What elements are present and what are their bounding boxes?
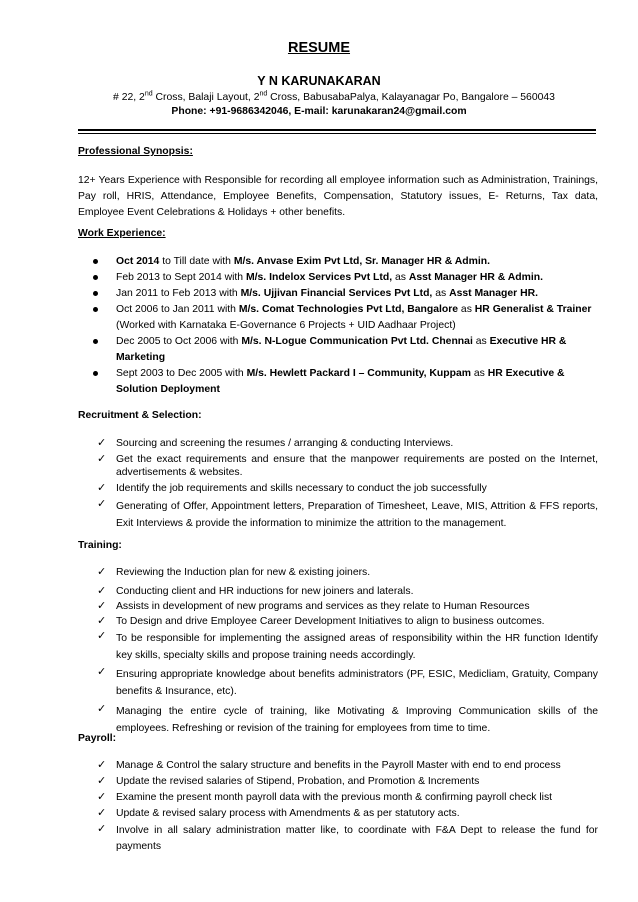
bullet-icon	[93, 371, 98, 376]
check-icon: ✓	[97, 791, 107, 803]
list-item	[78, 791, 598, 804]
check-icon: ✓	[97, 453, 107, 465]
work-text: as	[458, 304, 475, 315]
work-item	[78, 270, 598, 286]
work-company: M/s. Hewlett Packard I – Community, Kuppam	[246, 368, 471, 379]
check-icon: ✓	[97, 759, 107, 771]
work-text: as	[472, 336, 490, 347]
work-heading: Work Experience:	[78, 228, 166, 239]
list-item	[78, 585, 598, 598]
check-icon: ✓	[97, 482, 107, 494]
list-item	[78, 759, 598, 772]
payroll-list	[78, 759, 598, 855]
work-item	[78, 366, 598, 398]
work-item	[78, 286, 598, 302]
bullet-icon	[93, 259, 98, 264]
header-divider-thin	[78, 133, 596, 134]
work-list	[78, 254, 598, 398]
work-text: Dec 2005 to Oct 2006 with	[116, 336, 242, 347]
address-line	[0, 91, 638, 105]
list-item-text: Managing the entire cycle of training, like Motivating & Improving Communication skills of the employees. Refreshing or revision of the training for employees from time to time.	[116, 706, 598, 734]
work-role: Asst Manager HR & Admin.	[408, 272, 543, 283]
bullet-icon	[93, 339, 98, 344]
check-icon: ✓	[97, 498, 107, 510]
work-note: (Worked with Karnataka E-Governance 6 Projects + UID Aadhaar Project)	[116, 320, 456, 331]
recruitment-heading: Recruitment & Selection:	[78, 410, 202, 421]
check-icon: ✓	[97, 585, 107, 597]
work-text: as	[470, 368, 488, 379]
recruitment-section	[78, 409, 598, 532]
work-company: M/s. Indelox Services Pvt Ltd,	[245, 272, 393, 283]
work-company: M/s. Comat Technologies Pvt Ltd, Bangalore	[238, 304, 459, 315]
list-item-text: Update the revised salaries of Stipend, Probation, and Promotion & Increments	[116, 776, 480, 787]
work-date: Oct 2014	[116, 256, 160, 267]
list-item-text: Involve in all salary administration matter like, to coordinate with F&A Dept to release the fund for payments	[116, 825, 598, 852]
check-icon: ✓	[97, 630, 107, 642]
work-text: Feb 2013 to Sept 2014 with	[116, 272, 246, 283]
bullet-icon	[93, 307, 98, 312]
list-item-text: Identify the job requirements and skills necessary to conduct the job successfully	[116, 483, 487, 494]
check-icon: ✓	[97, 566, 107, 578]
check-icon: ✓	[97, 437, 107, 449]
address-sup: nd	[259, 90, 268, 98]
address-part: # 22, 2	[113, 92, 145, 103]
check-icon: ✓	[97, 600, 107, 612]
work-item	[78, 254, 598, 270]
list-item-text: Ensuring appropriate knowledge about benefits administrators (PF, ESIC, Medicliam, Gratuity, Company benefits & Insurance, etc).	[116, 669, 598, 697]
work-item	[78, 334, 598, 366]
check-icon: ✓	[97, 615, 107, 627]
list-item	[78, 437, 598, 450]
work-company: M/s. N-Logue Communication Pvt Ltd. Chennai	[241, 336, 473, 347]
recruitment-list	[78, 437, 598, 532]
candidate-name: Y N KARUNAKARAN	[257, 74, 381, 88]
work-section	[78, 227, 598, 398]
check-icon: ✓	[97, 807, 107, 819]
address-sup: nd	[144, 90, 153, 98]
list-item-text: Examine the present month payroll data with the previous month & confirming payroll check list	[116, 792, 553, 803]
list-item	[78, 615, 598, 628]
bullet-icon	[93, 291, 98, 296]
work-item	[78, 302, 598, 334]
work-text: as	[432, 288, 450, 299]
list-item	[78, 566, 598, 579]
contact-line: Phone: +91-9686342046, E-mail: karunakaran24@gmail.com	[171, 106, 467, 117]
list-item-text: Reviewing the Induction plan for new & existing joiners.	[116, 567, 371, 578]
list-item-text: Manage & Control the salary structure and benefits in the Payroll Master with end to end process	[116, 760, 561, 771]
work-role: HR Generalist & Trainer	[474, 304, 592, 315]
work-role: Asst Manager HR.	[449, 288, 538, 299]
synopsis-section	[78, 145, 598, 221]
list-item-text: To be responsible for implementing the assigned areas of responsibility within the HR function Identify key skills, specialty skills and propose training needs accordingly.	[116, 633, 598, 661]
check-icon: ✓	[97, 823, 107, 835]
list-item	[78, 775, 598, 788]
work-role: HR Executive & Solution Deployment	[116, 368, 565, 395]
work-company: M/s. Anvase Exim Pvt Ltd, Sr. Manager HR & Admin.	[233, 256, 490, 267]
list-item	[78, 453, 598, 479]
payroll-heading: Payroll:	[78, 733, 117, 744]
document-title: RESUME	[287, 40, 351, 56]
work-text: Sept 2003 to Dec 2005 with	[116, 368, 247, 379]
address-part: Cross, BabusabaPalya, Kalayanagar Po, Bangalore – 560043	[267, 92, 555, 103]
list-item-text: Assists in development of new programs and services as they relate to Human Resources	[116, 601, 530, 612]
list-item	[78, 630, 598, 664]
list-item-text: Generating of Offer, Appointment letters, Preparation of Timesheet, Leave, MIS, Attrition & FFS reports, Exit Interviews & provide the information to minimize the attrition to the management.	[116, 501, 598, 529]
synopsis-heading: Professional Synopsis:	[78, 146, 193, 157]
work-text: to Till date with	[159, 256, 234, 267]
check-icon: ✓	[97, 775, 107, 787]
training-heading: Training:	[78, 540, 122, 551]
list-item-text: To Design and drive Employee Career Development Initiatives to align to business outcomes.	[116, 616, 545, 627]
work-text: as	[392, 272, 409, 283]
list-item	[78, 666, 598, 700]
training-section	[78, 539, 598, 737]
work-text: Oct 2006 to Jan 2011 with	[116, 304, 239, 315]
work-company: M/s. Ujjivan Financial Services Pvt Ltd,	[240, 288, 433, 299]
payroll-section	[78, 732, 598, 855]
list-item	[78, 600, 598, 613]
list-item	[78, 807, 598, 820]
list-item-text: Sourcing and screening the resumes / arranging & conducting Interviews.	[116, 438, 454, 449]
check-icon: ✓	[97, 666, 107, 678]
training-list	[78, 566, 598, 737]
check-icon: ✓	[97, 703, 107, 715]
list-item-text: Conducting client and HR inductions for new joiners and laterals.	[116, 586, 414, 597]
header-divider	[78, 129, 596, 131]
work-text: Jan 2011 to Feb 2013 with	[116, 288, 241, 299]
list-item-text: Update & revised salary process with Amendments & as per statutory acts.	[116, 808, 460, 819]
list-item	[78, 482, 598, 495]
list-item	[78, 823, 598, 855]
list-item-text: Get the exact requirements and ensure that the manpower requirements are posted on the Internet, advertisements & websites.	[116, 454, 598, 478]
bullet-icon	[93, 275, 98, 280]
synopsis-text: 12+ Years Experience with Responsible for recording all employee information such as Administration, Trainings, Pay roll, HRIS, Attendance, Employee Benefits, Compensation, Statutory issues, E- Returns, Tax data, Employee Event Celebrations & Holidays + other benefits.	[78, 175, 598, 218]
work-role: Executive HR & Marketing	[116, 336, 567, 363]
address-part: Cross, Balaji Layout, 2	[152, 92, 260, 103]
list-item	[78, 498, 598, 532]
